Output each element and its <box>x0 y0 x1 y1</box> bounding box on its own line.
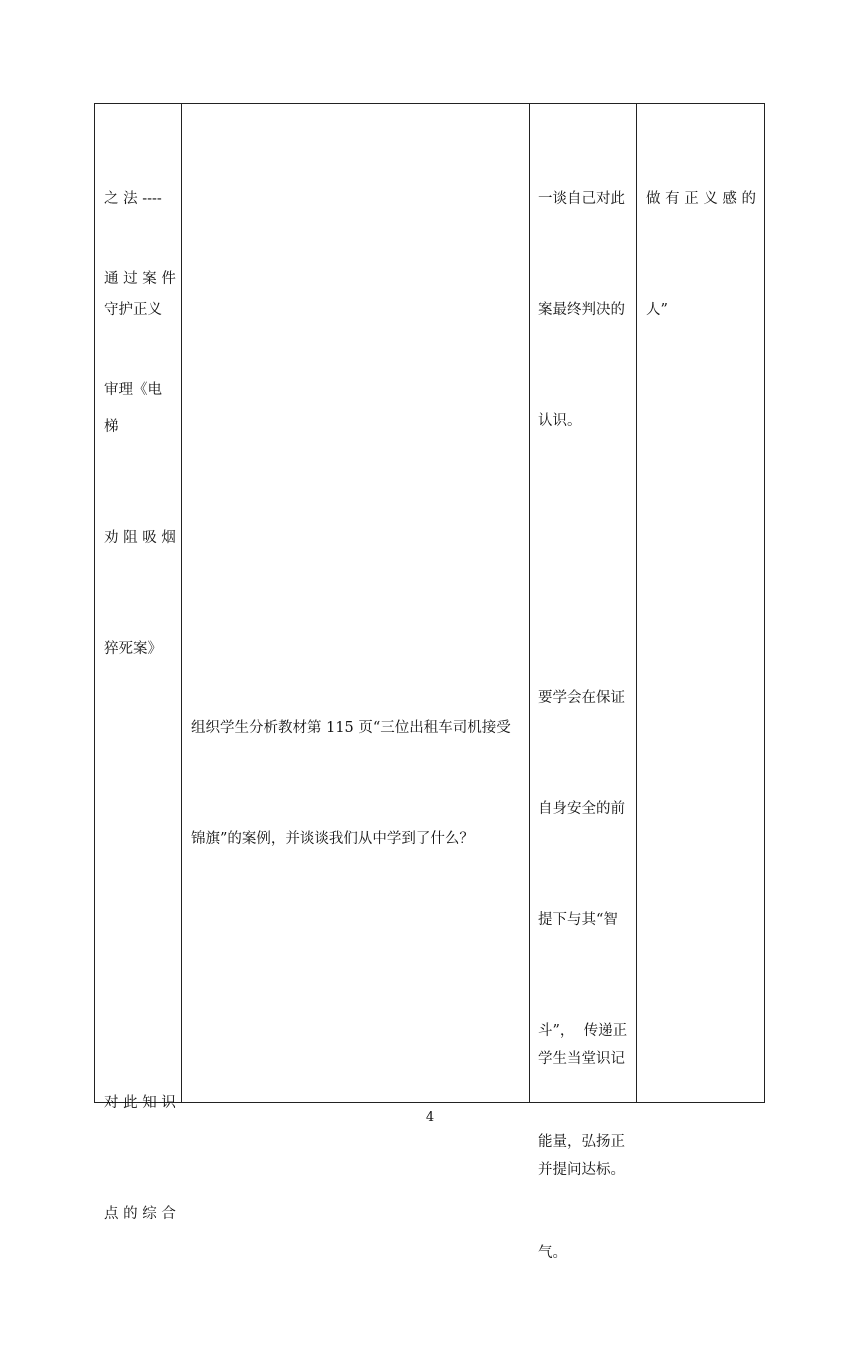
column-divider-1 <box>181 104 182 1102</box>
col1-block3-line: 点 的 综 合 <box>104 1206 176 1222</box>
col3-block1-line: 案最终判决的 <box>538 302 625 318</box>
col1-block2-line: 通 过 案 件 <box>104 271 176 287</box>
col3-block1 <box>538 107 634 514</box>
col3-block3-line: 并提问达标。 <box>538 1162 625 1178</box>
col1-block1-line: 之 法 ---- <box>104 191 162 207</box>
col1-block2-line: 劝 阻 吸 烟 <box>104 530 176 546</box>
col3-block2-line: 要学会在保证 <box>538 690 625 706</box>
page-number: 4 <box>425 1110 435 1125</box>
column-divider-2 <box>529 104 530 1102</box>
lesson-plan-table <box>94 103 765 1261</box>
col2-activity-line: 锦旗”的案例，并谈谈我们从中学到了什么？ <box>191 831 474 847</box>
col1-block1-line: 守护正义 <box>104 302 162 318</box>
col4-block1-line: 做 有 正 义 感 的 <box>646 191 757 207</box>
col1-block3 <box>104 1011 176 1307</box>
col3-block3-line: 学生当堂识记 <box>538 1051 625 1067</box>
col2-activity <box>191 636 523 932</box>
col4-block1 <box>646 107 758 403</box>
col1-block2-line: 猝死案》 <box>104 641 162 657</box>
col3-block1-line: 认识。 <box>538 413 582 429</box>
col1-block2-line: 审理《电梯 <box>104 382 162 435</box>
col3-block1-line: 一谈自己对此 <box>538 191 625 207</box>
col3-block2-line: 提下与其“智 <box>538 912 618 928</box>
col1-block3-line: 对 此 知 识 <box>104 1095 176 1111</box>
col2-activity-line: 组织学生分析教材第 115 页“三位出租车司机接受 <box>191 720 511 736</box>
col3-block2-line: 斗”， 传递正 <box>538 1023 628 1039</box>
col3-block2-line: 能量，弘扬正 <box>538 1134 625 1150</box>
col3-block2-line: 气。 <box>538 1245 567 1261</box>
col1-block2 <box>104 187 176 742</box>
col3-block2-line: 自身安全的前 <box>538 801 625 817</box>
column-divider-3 <box>636 104 637 1102</box>
col4-block1-line: 人” <box>646 302 668 318</box>
